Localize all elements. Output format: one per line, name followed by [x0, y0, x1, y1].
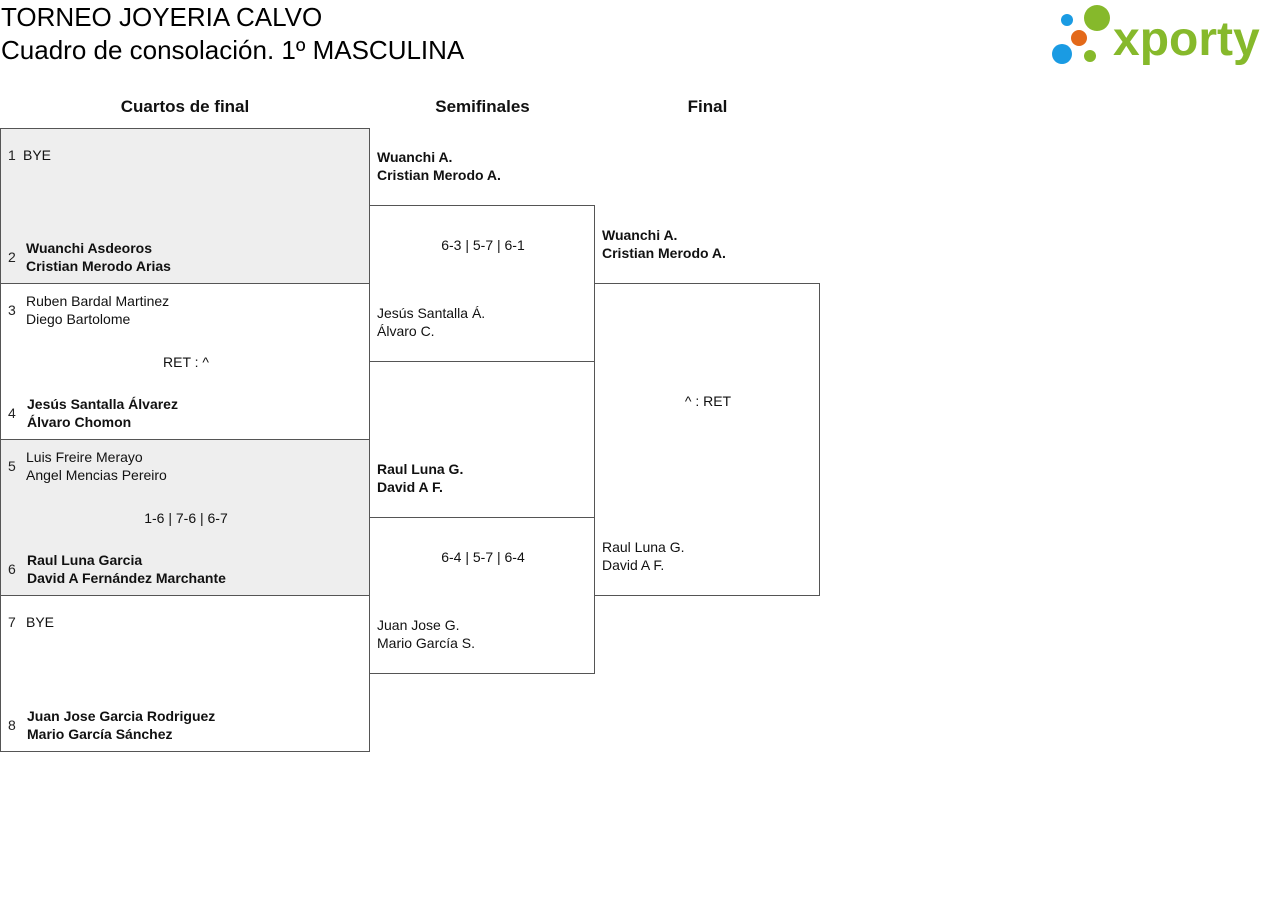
- seed-number: 2: [8, 249, 16, 265]
- qf4-team-a: [26, 613, 54, 631]
- final-team-a: [602, 226, 726, 262]
- player-name: Jesús Santalla Á.: [377, 305, 486, 321]
- match-score: RET : ^: [163, 354, 209, 370]
- player-name: Juan Jose G.: [377, 617, 460, 633]
- player-name: Ruben Bardal Martinez: [26, 293, 170, 309]
- final-match: [594, 283, 820, 596]
- qf3-team-b: [27, 551, 226, 587]
- player-name: David A Fernández Marchante: [27, 570, 226, 586]
- seed-number: 8: [8, 717, 16, 733]
- seed-number: 5: [8, 458, 16, 474]
- qf4-team-b: [27, 707, 215, 743]
- seed-number: 3: [8, 302, 16, 318]
- seed-number: 1: [8, 147, 16, 163]
- sf-match-2: [369, 517, 595, 674]
- qf2-team-b: [27, 395, 178, 431]
- player-name: Diego Bartolome: [26, 311, 131, 327]
- player-name: Raul Luna Garcia: [27, 552, 143, 568]
- final-team-b: [602, 538, 685, 574]
- qf-match-3: [0, 439, 370, 596]
- player-name: Raul Luna G.: [602, 539, 685, 555]
- qf1-team-a: [23, 146, 51, 164]
- qf2-team-a: [26, 292, 169, 328]
- seed-number: 4: [8, 405, 16, 421]
- player-name: Wuanchi A.: [377, 149, 453, 165]
- match-score: 6-4 | 5-7 | 6-4: [441, 549, 525, 565]
- sf1-team-a: [377, 148, 501, 184]
- player-name: Cristian Merodo A.: [602, 245, 726, 261]
- qf-match-4: [0, 595, 370, 752]
- tournament-title: TORNEO JOYERIA CALVO: [1, 2, 323, 32]
- round-final: Final: [687, 97, 728, 116]
- player-name: Raul Luna G.: [377, 461, 464, 477]
- sf2-team-a: [377, 460, 463, 496]
- seed-number: 6: [8, 561, 16, 577]
- logo-text: xporty: [1113, 13, 1260, 66]
- qf-match-1: [0, 128, 370, 284]
- qf3-team-a: [26, 448, 167, 484]
- xporty-logo: [1050, 4, 1276, 68]
- round-quarterfinals: Cuartos de final: [120, 97, 250, 116]
- player-name: Angel Mencias Pereiro: [26, 467, 167, 483]
- player-name: Álvaro Chomon: [27, 414, 132, 430]
- player-name: David A F.: [377, 479, 443, 495]
- player-name: Cristian Merodo A.: [377, 167, 501, 183]
- draw-subtitle: Cuadro de consolación. 1º MASCULINA: [1, 35, 465, 65]
- player-name: Juan Jose Garcia Rodriguez: [27, 708, 216, 724]
- match-score: 6-3 | 5-7 | 6-1: [441, 237, 525, 253]
- match-score: 1-6 | 7-6 | 6-7: [144, 510, 228, 526]
- player-name: Jesús Santalla Álvarez: [27, 396, 178, 412]
- sf2-team-b: [377, 616, 475, 652]
- player-name: Mario García Sánchez: [27, 726, 173, 742]
- sf1-team-b: [377, 304, 485, 340]
- round-semifinals: Semifinales: [435, 97, 530, 116]
- seed-number: 7: [8, 614, 16, 630]
- player-name: Mario García S.: [377, 635, 476, 651]
- player-name: Wuanchi A.: [602, 227, 678, 243]
- qf1-team-b: [26, 239, 171, 275]
- player-name: BYE: [23, 147, 52, 163]
- player-name: Álvaro C.: [377, 323, 435, 339]
- player-name: Cristian Merodo Arias: [26, 258, 171, 274]
- player-name: BYE: [26, 614, 55, 630]
- qf-match-2: [0, 283, 370, 440]
- sf-match-1: [369, 205, 595, 362]
- match-score: ^ : RET: [684, 393, 732, 409]
- player-name: Luis Freire Merayo: [26, 449, 143, 465]
- player-name: Wuanchi Asdeoros: [26, 240, 153, 256]
- player-name: David A F.: [602, 557, 665, 573]
